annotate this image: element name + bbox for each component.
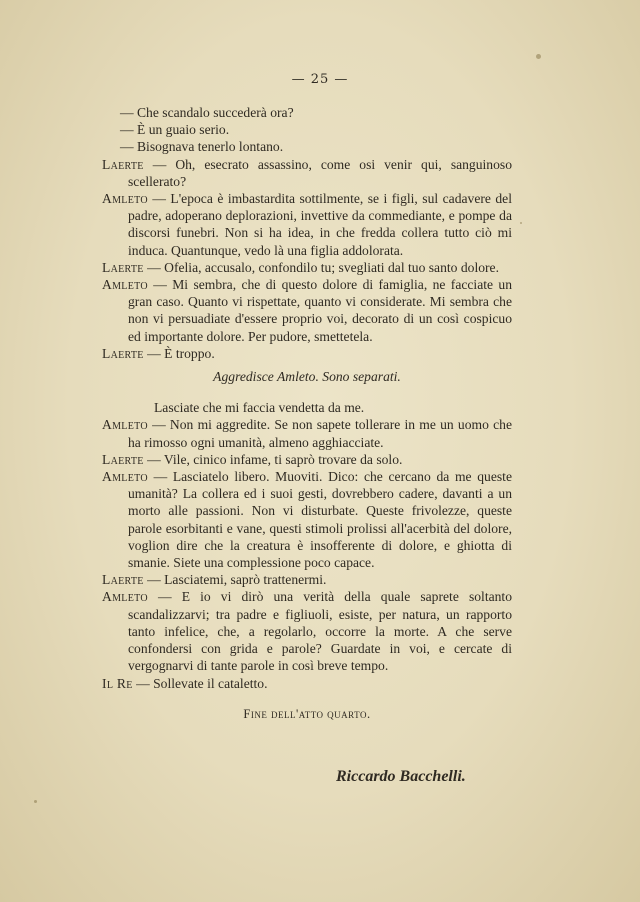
dialogue-line: Lasciate che mi faccia vendetta da me. [154,400,365,416]
speech-text: — Vile, cinico infame, ti saprò trovare da solo. [147,451,403,467]
page-number: — 25 — [291,72,349,87]
speech-amleto [102,190,512,259]
speaker-name: Amleto [102,469,148,485]
speaker-name: Il Re [102,675,133,691]
speech-laerte [102,451,512,468]
act-closing: Fine dell'atto quarto. [243,706,371,721]
speech-amleto [102,276,512,345]
speech-amleto [102,416,512,450]
speech-text: — L'epoca è imbastardita sottilmente, se i figli, sul cadavere del padre, adoperano deplorazioni, invettive da commediante, e pompe da discorsi funebri. Non si ha idea, in che fredda collera tutto ciò mi induca. Quantunque, vedo là una figlia addolorata. [128,191,512,258]
stage-direction: Aggredisce Amleto. Sono separati. [213,369,401,385]
speech-text: — Lasciatelo libero. Muoviti. Dico: che cercano da me queste umanità? La collera ed i suoi gesti, dovrebbero cadere, davanti a un morto alle passioni. Non vi disturbate. Queste frivolezze, queste parole esorbitanti e vane, questi stimoli prolissi all'acerbità del dolore, voglion dire che la creatura è insofferente di dolore, e ghiotta di smanie. Siete una complessione poco capace. [128,469,512,571]
speaker-name: Laerte [102,156,144,172]
dialogue-line: — Che scandalo succederà ora? [120,105,294,120]
speech-text: — Ofelia, accusalo, confondilo tu; svegliati dal tuo santo dolore. [147,259,499,275]
paper-stain [34,800,37,803]
speaker-name: Amleto [102,417,148,433]
speech-text: — È troppo. [147,345,215,361]
speech-text: — E io vi dirò una verità della quale saprete soltanto scandalizzarvi; tra padre e figliuoli, esiste, per natura, un rapporto tanto infelice, che, a regolarlo, occorre la morte. A che serve confondersi con grida e parole? Guardate in voi, e cercate di vergognarvi di tante parole in così breve tempo. [128,589,513,674]
speech-text: — Sollevate il cataletto. [136,675,268,691]
speech-amleto [102,588,512,674]
dialogue-line: — È un guaio serio. [120,122,230,138]
speech-laerte [102,571,512,588]
speech-text: — Lasciatemi, saprò trattenermi. [147,572,327,588]
speaker-name: Laerte [102,259,144,275]
speech-laerte [102,156,512,190]
speech-laerte [102,345,512,362]
speaker-name: Laerte [102,572,144,588]
speaker-name: Laerte [102,345,144,361]
speech-text: — Non mi aggredite. Se non sapete tollerare in me un uomo che ha rimosso ogni umanità, almeno agghiacciate. [128,417,512,450]
speech-il-re [102,675,512,692]
speech-amleto [102,468,512,571]
speaker-name: Laerte [102,451,144,467]
speaker-name: Amleto [102,277,148,293]
speaker-name: Amleto [102,589,148,605]
speech-text: — Mi sembra, che di questo dolore di famiglia, ne facciate un gran caso. Quanto vi rispettate, quanto vi considerate. Mi sembra che non vi persuadiate d'essere proprio voi, decorato di un così cospicuo ed importante dolore. Per pudore, smettetela. [128,277,512,344]
author-signature: Riccardo Bacchelli. [336,768,466,785]
paper-stain [520,222,522,224]
speech-laerte [102,259,512,276]
speaker-name: Amleto [102,191,148,207]
dialogue-line: — Bisognava tenerlo lontano. [120,139,284,155]
paper-stain [536,54,541,59]
speech-text: — Oh, esecrato assassino, come osi venir qui, sanguinoso scellerato? [128,156,512,189]
body-text [102,104,512,723]
